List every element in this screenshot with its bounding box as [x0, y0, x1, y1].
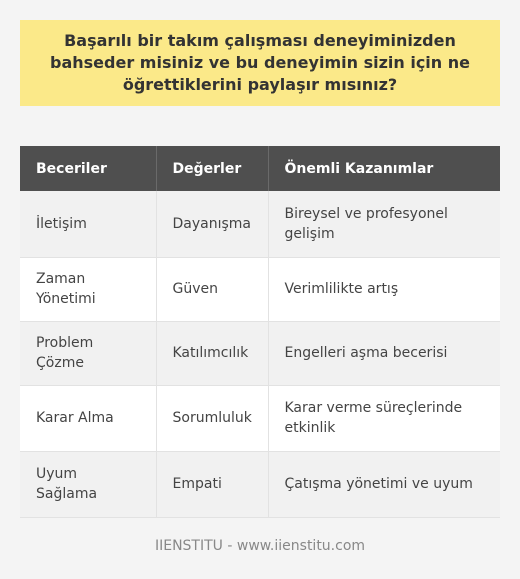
skill-cell: Uyum Sağlama	[20, 451, 156, 517]
value-cell: Güven	[156, 257, 268, 321]
footer-credit: IIENSTITU - www.iienstitu.com	[154, 538, 366, 554]
gain-cell: Karar verme süreçlerinde etkinlik	[268, 385, 500, 451]
table-header-row	[20, 146, 500, 191]
question-banner	[20, 20, 500, 106]
question-text: Başarılı bir takım çalışması deneyiminizden bahseder misiniz ve bu deneyimin sizin için ne öğrettiklerini paylaşır mısınız?	[50, 31, 470, 94]
table-row	[20, 191, 500, 257]
skill-cell: Zaman Yönetimi	[20, 257, 156, 321]
gain-cell: Verimlilikte artış	[268, 257, 500, 321]
header-key-gains: Önemli Kazanımlar	[268, 146, 500, 191]
table-row	[20, 385, 500, 451]
value-cell: Katılımcılık	[156, 321, 268, 385]
table-row	[20, 321, 500, 385]
table-row	[20, 451, 500, 517]
skill-cell: Karar Alma	[20, 385, 156, 451]
skill-cell: Problem Çözme	[20, 321, 156, 385]
header-skills: Beceriler	[20, 146, 156, 191]
skill-cell: İletişim	[20, 191, 156, 257]
header-values: Değerler	[156, 146, 268, 191]
table-row	[20, 257, 500, 321]
value-cell: Dayanışma	[156, 191, 268, 257]
value-cell: Sorumluluk	[156, 385, 268, 451]
gain-cell: Bireysel ve profesyonel gelişim	[268, 191, 500, 257]
skills-table	[20, 146, 500, 518]
gain-cell: Engelleri aşma becerisi	[268, 321, 500, 385]
value-cell: Empati	[156, 451, 268, 517]
gain-cell: Çatışma yönetimi ve uyum	[268, 451, 500, 517]
